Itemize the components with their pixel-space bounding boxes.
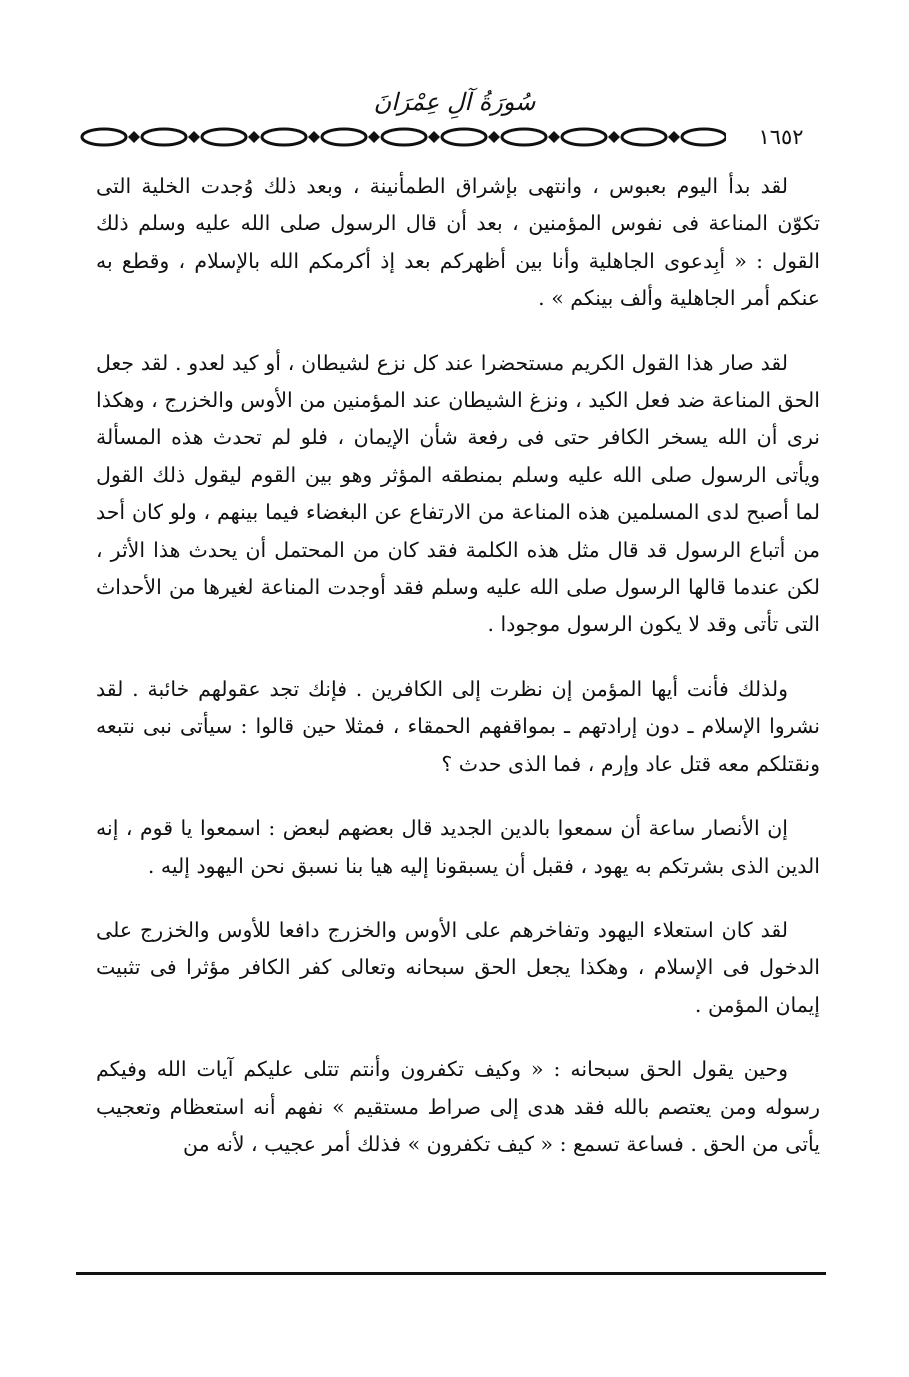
paragraph-6: وحين يقول الحق سبحانه : « وكيف تكفرون وأنتم تتلى عليكم آيات الله وفيكم رسوله ومن يعتصم بالله فقد هدى إلى صراط مستقيم » نفهم أنه استعظام وتعجيب يأتى من الحق . فساعة تسمع : « كيف تكفرون » فذلك أمر عجيب ، لأنه من: [96, 1057, 820, 1156]
chain-diamond: [308, 131, 320, 143]
chain-diamond: [668, 131, 680, 143]
chain-link: [562, 129, 606, 145]
chain-diamond: [548, 131, 560, 143]
chain-link: [502, 129, 546, 145]
decorative-header-band: [76, 124, 836, 150]
paragraph-5: لقد كان استعلاء اليهود وتفاخرهم على الأوس والخزرج دافعا للأوس والخزرج على الدخول فى الإسلام ، وهكذا يجعل الحق سبحانه وتعالى كفر الكافر مؤثرا فى تثبيت إيمان المؤمن .: [96, 917, 820, 1017]
paragraph-4: إن الأنصار ساعة أن سمعوا بالدين الجديد قال بعضهم لبعض : اسمعوا يا قوم ، إنه الدين الذى بشرتكم به يهود ، فقبل أن يسبقونا إليه هيا بنا نسبق نحن اليهود إليه .: [96, 816, 820, 878]
paragraph-3: ولذلك فأنت أيها المؤمن إن نظرت إلى الكافرين . فإنك تجد عقولهم خائبة . لقد نشروا الإسلام ـ دون إرادتهم ـ بمواقفهم الحمقاء ، فمثلا حين قالوا : سيأتى نبى نتبعه ونقتلكم معه قتل عاد وإرم ، فما الذى حدث ؟: [96, 676, 820, 776]
chain-diamond: [368, 131, 380, 143]
paragraph-2: لقد صار هذا القول الكريم مستحضرا عند كل نزع لشيطان ، أو كيد لعدو . لقد جعل الحق المناعة ضد فعل الكيد ، ونزغ الشيطان عند المؤمنين من الأوس والخزرج ، وهكذا نرى أن الله يسخر الكافر حتى فى رفعة شأن الإيمان ، فلو لم تحدث هذه المسألة ويأتى الرسول صلى الله عليه وسلم بمنطقه المؤثر وهو بين القوم ليقول ذلك القول لما أصبح لدى المسلمين هذه المناعة من الارتفاع عن البغضاء فيما بينهم ، ولو كان أحد من أتباع الرسول قد قال مثل هذه الكلمة فقد كان من المحتمل أن يحدث هذا الأثر ، لكن عندما قالها الرسول صلى الله عليه وسلم فقد أوجدت المناعة لغيرها من الأحداث التى تأتى وقد لا يكون الرسول موجودا .: [96, 350, 820, 637]
chain-link: [262, 129, 306, 145]
paragraph-1: لقد بدأ اليوم بعبوس ، وانتهى بإشراق الطمأنينة ، وبعد ذلك وُجدت الخلية التى تكوّن المناعة فى نفوس المؤمنين ، بعد أن قال الرسول صلى الله عليه وسلم ذلك القول : « أبِدعوى الجاهلية وأنا بين أظهركم بعد إذ أكرمكم الله بالإسلام ، وقطع به عنكم أمر الجاهلية وألف بينكم » .: [96, 174, 820, 311]
chain-link: [202, 129, 246, 145]
bottom-divider: [76, 1272, 826, 1275]
chain-link: [382, 129, 426, 145]
chain-link: [442, 129, 486, 145]
chain-diamond: [248, 131, 260, 143]
chain-diamond: [428, 131, 440, 143]
chain-link: [82, 129, 126, 145]
body-text: [96, 168, 820, 1163]
chain-diamond: [608, 131, 620, 143]
chain-link: [622, 129, 666, 145]
ornamental-chain-border: [76, 124, 736, 150]
chain-diamond: [128, 131, 140, 143]
chain-link: [682, 129, 726, 145]
chain-link: [142, 129, 186, 145]
surah-title: سُورَةُ آلِ عِمْرَانَ: [373, 88, 536, 116]
chain-diamond: [188, 131, 200, 143]
page-number: ١٦٥٢: [726, 124, 836, 150]
chain-link: [322, 129, 366, 145]
chain-diamond: [488, 131, 500, 143]
